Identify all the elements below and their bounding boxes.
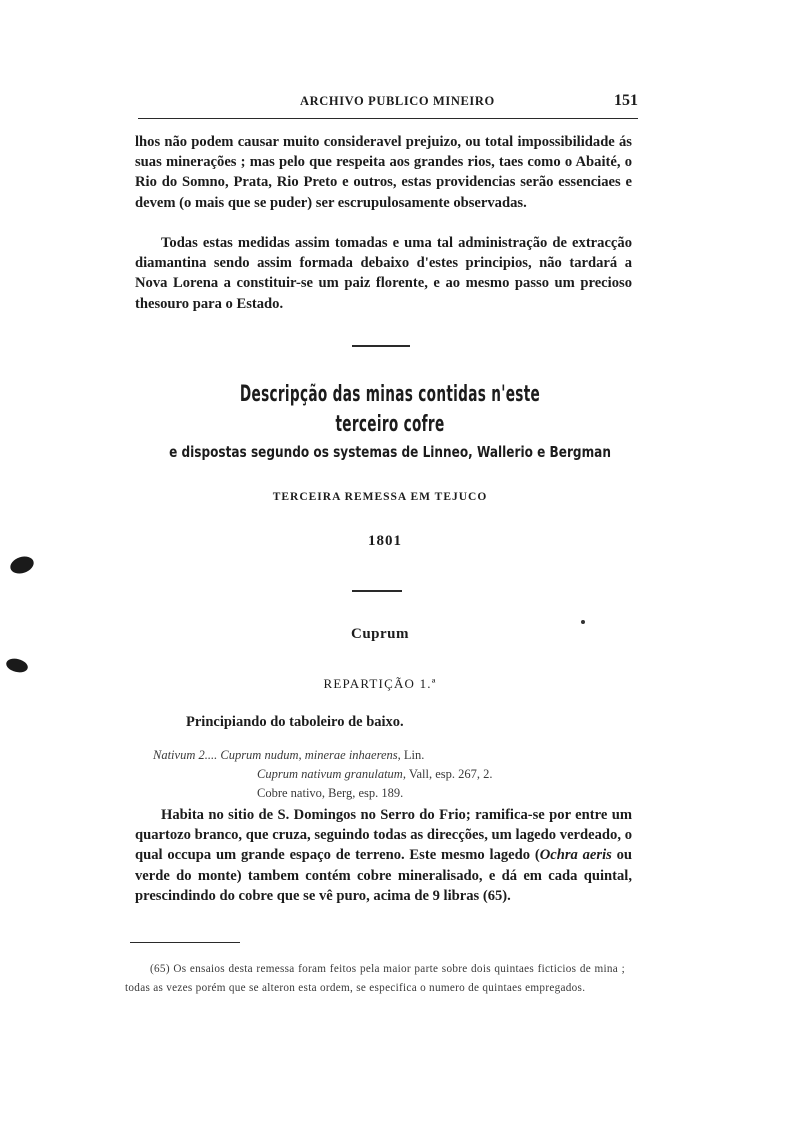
article-title: Descripção das minas contidas n'este terceiro cofre [239, 382, 541, 437]
running-title: ARCHIVO PUBLICO MINEIRO [300, 94, 495, 108]
body-paragraph-2: Todas estas medidas assim tomadas e uma tal administração de extracção diamantina sendo assim formada debaixo d'estes principios, não tardará a Nova Lorena a constituir-se um paiz florente, e ao mesmo passo um precioso thesouro para o Estado. [135, 235, 632, 312]
ink-speck [581, 620, 585, 624]
year-heading: 1801 [368, 533, 402, 549]
ink-blot [5, 657, 29, 675]
reference-line: Cuprum nativum granulatum, Vall, esp. 267, 2. [257, 767, 493, 781]
section-heading: Cuprum [350, 626, 409, 642]
article-subtitle: e dispostas segundo os systemas de Linneo, Wallerio e Bergman [169, 443, 611, 461]
reference-line: Cobre nativo, Berg, esp. 189. [257, 786, 404, 800]
reference-line: Nativum 2.... Cuprum nudum, minerae inhaerens, Lin. [153, 748, 425, 762]
section-divider [352, 345, 410, 347]
references-block [153, 746, 493, 803]
body-paragraph-3: Habita no sitio de S. Domingos no Serro do Frio; ramifica-se por entre um quartozo branco, que cruza, seguindo todas as direcções, um lagedo verdeado, o qual occupa um grande espaço de terreno. Este mesmo lagedo (Ochra aeris ou verde do monte) tambem contém cobre mineralisado, e dá em cada quintal, prescindindo do cobre que se vê puro, acima de 9 libras (65). [135, 807, 633, 904]
footnote-rule [130, 942, 240, 943]
page-number: 151 [614, 92, 638, 109]
principiando-heading: Principiando do taboleiro de baixo. [186, 714, 404, 730]
reparticao-heading: REPARTIÇÃO 1.ª [323, 676, 437, 691]
ink-blot [8, 554, 36, 577]
remessa-line: TERCEIRA REMESSA EM TEJUCO [272, 491, 488, 503]
section-divider [352, 590, 402, 592]
running-header [138, 92, 638, 114]
footnote: (65) Os ensaios desta remessa foram feitos pela maior parte sobre dois quintaes ficticios de mina ; todas as vezes porém que se alteron esta ordem, se especifica o numero de quintaes empregados. [125, 963, 625, 994]
header-rule [138, 118, 638, 119]
body-paragraph-1: lhos não podem causar muito consideravel prejuizo, ou total impossibilidade ás suas minerações ; mas pelo que respeita aos grandes rios, taes como o Abaité, o Rio do Somno, Prata, Rio Preto e outros, estas providencias serão essenciaes e devem (o mais que se puder) ser escrupulosamente observadas. [135, 134, 632, 211]
